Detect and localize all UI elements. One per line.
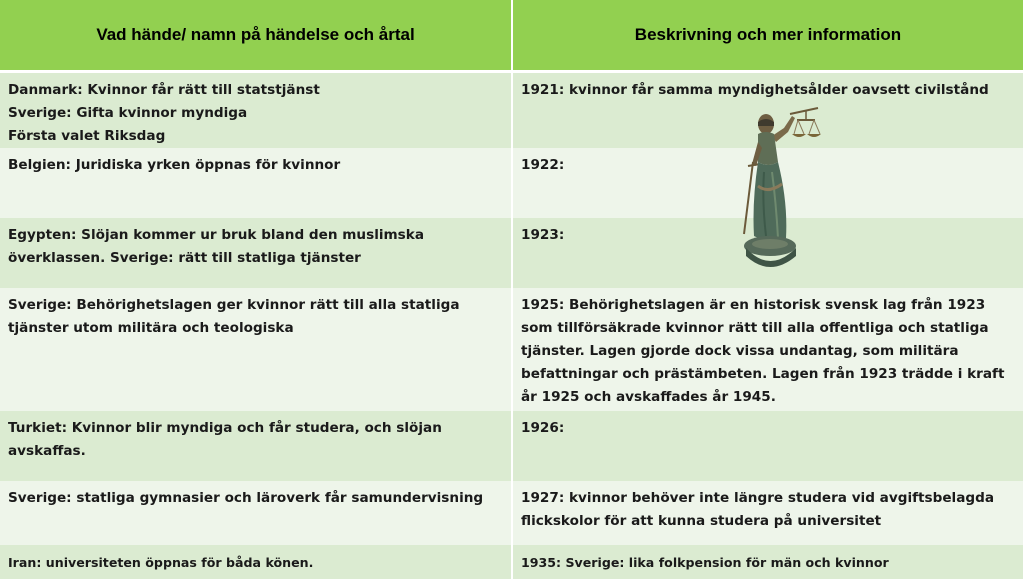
table-row bbox=[0, 218, 1024, 288]
description-cell: 1926: bbox=[512, 411, 1024, 481]
description-cell: 1922: bbox=[512, 148, 1024, 218]
event-cell: Turkiet: Kvinnor blir myndiga och får studera, och slöjan avskaffas. bbox=[0, 411, 512, 481]
column-header-event: Vad hände/ namn på händelse och årtal bbox=[0, 0, 512, 72]
event-cell: Sverige: Behörighetslagen ger kvinnor rätt till alla statliga tjänster utom militära och teologiska bbox=[0, 288, 512, 411]
description-cell: 1927: kvinnor behöver inte längre studera vid avgiftsbelagda flickskolor för att kunna studera på universitet bbox=[512, 481, 1024, 545]
table-header-row bbox=[0, 0, 1024, 72]
event-cell: Danmark: Kvinnor får rätt till statstjänst Sverige: Gifta kvinnor myndiga Första valet Riksdag bbox=[0, 72, 512, 149]
description-cell: 1935: Sverige: lika folkpension för män och kvinnor bbox=[512, 545, 1024, 579]
table-row bbox=[0, 411, 1024, 481]
description-cell: 1923: bbox=[512, 218, 1024, 288]
table-row bbox=[0, 545, 1024, 579]
table-row bbox=[0, 288, 1024, 411]
event-cell: Belgien: Juridiska yrken öppnas för kvinnor bbox=[0, 148, 512, 218]
table-row bbox=[0, 481, 1024, 545]
justitia-statue-icon bbox=[738, 102, 822, 274]
event-cell: Sverige: statliga gymnasier och läroverk får samundervisning bbox=[0, 481, 512, 545]
event-cell: Iran: universiteten öppnas för båda könen. bbox=[0, 545, 512, 579]
table-row bbox=[0, 72, 1024, 149]
description-cell: 1925: Behörighetslagen är en historisk svensk lag från 1923 som tillförsäkrade kvinnor rätt till alla offentliga och statliga tjänster. Lagen gjorde dock vissa undantag, som militära befattningar och prästämbeten. Lagen från 1923 trädde i kraft år 1925 och avskaffades år 1945. bbox=[512, 288, 1024, 411]
table-row bbox=[0, 148, 1024, 218]
event-cell: Egypten: Slöjan kommer ur bruk bland den muslimska överklassen. Sverige: rätt till statliga tjänster bbox=[0, 218, 512, 288]
description-cell: 1921: kvinnor får samma myndighetsålder oavsett civilstånd bbox=[512, 72, 1024, 149]
column-header-description: Beskrivning och mer information bbox=[512, 0, 1024, 72]
